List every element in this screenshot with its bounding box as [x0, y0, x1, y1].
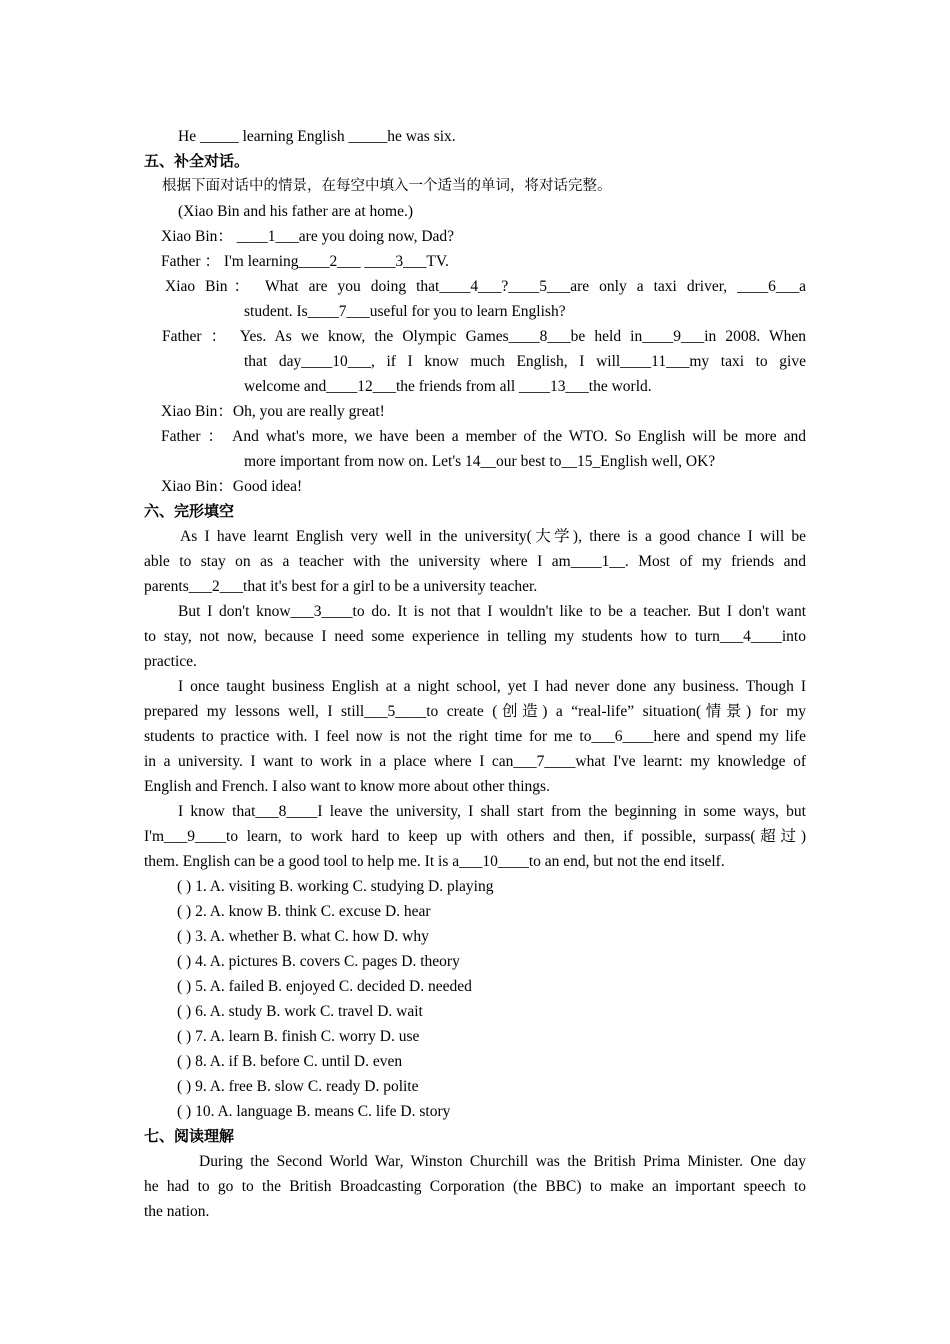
dialogue-line-4-cont2: welcome and____12___the friends from all ____13___the world.	[244, 378, 652, 395]
option-row: ( ) 8. A. if B. before C. until D. even	[177, 1053, 403, 1070]
cloze-line: them. English can be a good tool to help me. It is a___10____to an end, but not the end itself.	[144, 853, 725, 870]
cloze-line: practice.	[144, 653, 197, 670]
option-row: ( ) 10. A. language B. means C. life D. story	[177, 1103, 451, 1120]
cloze-line: But I don't know___3____to do. It is not that I wouldn't like to be a teacher. But I don't want	[178, 603, 806, 620]
reading-line: the nation.	[144, 1203, 210, 1220]
section-7-title: 七、阅读理解	[144, 1127, 235, 1145]
option-row: ( ) 5. A. failed B. enjoyed C. decided D. needed	[177, 978, 472, 995]
cloze-line: parents___2___that it's best for a girl to be a university teacher.	[144, 578, 538, 595]
cloze-line: English and French. I also want to know more about other things.	[144, 778, 550, 795]
option-row: ( ) 6. A. study B. work C. travel D. wait	[177, 1003, 423, 1020]
dialogue-scene: (Xiao Bin and his father are at home.)	[178, 203, 413, 220]
reading-line: During the Second World War, Winston Churchill was the British Prima Minister. One day	[199, 1153, 806, 1170]
dialogue-line-6: Father ： And what's more, we have been a member of the WTO. So English will be more and	[161, 428, 806, 445]
option-row: ( ) 2. A. know B. think C. excuse D. hear	[177, 903, 431, 920]
cloze-line: able to stay on as a teacher with the university where I am____1__. Most of my friends and	[144, 553, 806, 570]
dialogue-line-4-cont: that day____10___, if I know much English, I will____11___my taxi to give	[244, 353, 806, 370]
option-row: ( ) 7. A. learn B. finish C. worry D. use	[177, 1028, 420, 1045]
option-row: ( ) 9. A. free B. slow C. ready D. polite	[177, 1078, 419, 1095]
cloze-line: students to practice with. I feel now is not the right time for me to___6____here and spend my life	[144, 728, 806, 745]
reading-line: he had to go to the British Broadcasting Corporation (the BBC) to make an important speech to	[144, 1178, 806, 1195]
dialogue-line-7: Xiao Bin：Good idea!	[161, 478, 303, 495]
cloze-line: to stay, not now, because I need some experience in telling my students how to turn___4____into	[144, 628, 806, 645]
cloze-line: I know that___8____I leave the university, I shall start from the beginning in some ways, but	[178, 803, 806, 820]
section-5-instruction: 根据下面对话中的情景，在每空中填入一个适当的单词，将对话完整。	[162, 178, 612, 194]
dialogue-line-3: Xiao Bin： What are you doing that____4___?____5___are only a taxi driver, ____6___a	[165, 278, 806, 295]
cloze-line: in a university. I want to work in a place where I can___7____what I've learnt: my knowledge of	[144, 753, 806, 770]
dialogue-line-2: Father ： I'm learning____2___ ____3___TV.	[161, 253, 449, 270]
cloze-line: prepared my lessons well, I still___5____to create (创造) a “real-life” situation(情景) for my	[144, 703, 806, 720]
dialogue-line-3-cont: student. Is____7___useful for you to learn English?	[244, 303, 566, 320]
dialogue-line-5: Xiao Bin：Oh, you are really great!	[161, 403, 385, 420]
section-5-title: 五、补全对话。	[144, 152, 250, 170]
cloze-line: As I have learnt English very well in the university(大学), there is a good chance I will be	[180, 528, 806, 545]
option-row: ( ) 4. A. pictures B. covers C. pages D. theory	[177, 953, 460, 970]
cloze-line: I'm___9____to learn, to work hard to keep up with others and then, if possible, surpass(超过)	[144, 828, 806, 845]
dialogue-line-1: Xiao Bin： ____1___are you doing now, Dad?	[161, 228, 455, 245]
option-row: ( ) 1. A. visiting B. working C. studying D. playing	[177, 878, 494, 895]
dialogue-line-4: Father ： Yes. As we know, the Olympic Games____8___be held in____9___in 2008. When	[162, 328, 806, 345]
top-line: He _____ learning English _____he was six.	[178, 128, 456, 145]
section-6-title: 六、完形填空	[144, 502, 235, 520]
dialogue-line-6-cont: more important from now on. Let's 14__our best to__15_English well, OK?	[244, 453, 716, 470]
cloze-line: I once taught business English at a night school, yet I had never done any business. Though I	[178, 678, 806, 695]
option-row: ( ) 3. A. whether B. what C. how D. why	[177, 928, 429, 945]
